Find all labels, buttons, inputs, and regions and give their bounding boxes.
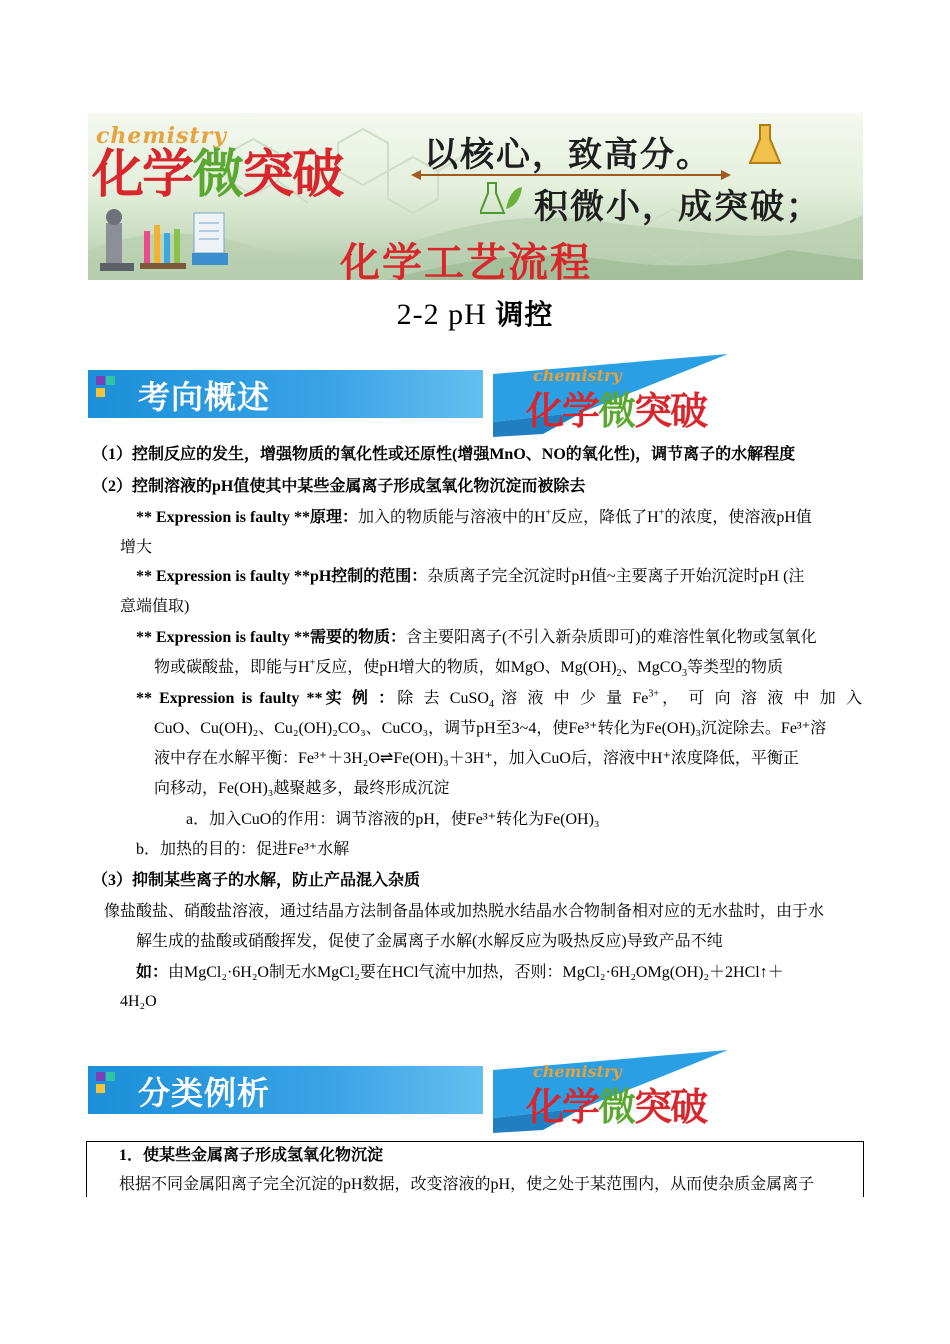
document-title xyxy=(0,293,950,333)
section-header-examples xyxy=(88,1048,733,1133)
need-text-b3: 、MgCO xyxy=(621,659,683,676)
need-line xyxy=(136,627,817,649)
square-deco-icon xyxy=(96,376,105,385)
brand-cn-part3: 突破 xyxy=(242,145,343,205)
title-number: 2-2 pH xyxy=(396,298,487,331)
brand-cn-mini-part2: 微 xyxy=(598,1085,635,1129)
slogan-line-2: 积微小，成突破； xyxy=(534,187,822,227)
sub-point-a: a．加入CuO的作用：调节溶液的pH，使Fe³⁺转化为Fe(OH)₃ xyxy=(186,811,600,828)
principle-line-2: 增大 xyxy=(120,539,153,556)
title-text: 调控 xyxy=(495,298,554,331)
example-box xyxy=(86,1141,864,1197)
brand-cn-mini-part2: 微 xyxy=(598,389,635,433)
lab-equipment-icon xyxy=(96,203,236,275)
paragraph-3-example-2: 4H₂O xyxy=(120,993,157,1010)
brand-cn-mini-part1: 化学 xyxy=(526,1085,599,1129)
paragraph-3-line-2: 解生成的盐酸或硝酸挥发，促使了金属离子水解(水解反应为吸热反应)导致产品不纯 xyxy=(136,933,723,950)
brand-chinese-mini xyxy=(526,380,706,435)
header-banner xyxy=(88,113,863,280)
principle-text-a: 加入的物质能与溶液中的H xyxy=(357,509,546,526)
example-line-2: CuO、Cu(OH)₂、Cu₂(OH)₂CO₃、CuCO₃，调节pH至3~4，使Fe³⁺转化为Fe(OH)₃沉淀除去。Fe³⁺溶 xyxy=(154,720,827,737)
flask-leaf-icon xyxy=(480,179,524,219)
need-label: 需要的物质： xyxy=(309,629,406,646)
brand-english: chemistry xyxy=(96,123,227,149)
example-label-2: 如： xyxy=(136,964,169,981)
example-line-4: 向移动，Fe(OH)₃越聚越多，最终形成沉淀 xyxy=(154,780,450,797)
section-title: 考向概述 xyxy=(138,378,271,416)
example-text-a1: 除 去 CuSO xyxy=(397,690,489,707)
example-text-a3: ， 可 向 溶 液 中 加 入 xyxy=(659,690,862,707)
brand-english-mini: chemistry xyxy=(533,366,622,385)
error-marker: ** Expression is faulty ** xyxy=(136,568,310,585)
example-2-text: 由MgCl₂·6H₂O制无水MgCl₂要在HCl气流中加热，否则：MgCl₂·6H₂OMg(OH)₂＋2HCl↑＋ xyxy=(168,964,784,981)
example-text-a2: 溶 液 中 少 量 Fe xyxy=(493,690,649,707)
square-deco-icon xyxy=(96,388,105,397)
range-line xyxy=(136,566,804,588)
flask-icon xyxy=(748,123,782,167)
topic-title: 化学工艺流程 xyxy=(340,240,592,280)
principle-text-c: 的浓度，使溶液pH值 xyxy=(664,509,812,526)
brand-cn-part1: 化学 xyxy=(92,145,193,205)
brand-cn-mini-part3: 突破 xyxy=(634,1085,707,1129)
section-title: 分类例析 xyxy=(138,1074,271,1112)
range-label: pH控制的范围： xyxy=(309,568,428,585)
square-deco-icon xyxy=(106,1072,115,1081)
box-heading: 1．使某些金属离子形成氢氧化物沉淀 xyxy=(119,1147,384,1164)
brand-cn-mini-part1: 化学 xyxy=(526,389,599,433)
section-header-overview xyxy=(88,352,733,437)
need-line-2: 物或碳酸盐，即能与H+反应，使pH增大的物质，如MgO、$Mg(OH)_2$、MgCO$_3$等类型的物质 xyxy=(154,657,784,680)
range-text-a: 杂质离子完全沉淀时pH值~主要离子开始沉淀时pH (注 xyxy=(427,568,805,585)
brand-cn-part2: 微 xyxy=(192,145,243,205)
error-marker: ** Expression is faulty ** xyxy=(136,629,310,646)
square-deco-icon xyxy=(96,1084,105,1093)
principle-line: ** Expression is faulty **原理：加入的物质能与溶液中的H+反应，降低了H+的浓度，使溶液pH值 xyxy=(136,507,812,526)
box-text: 根据不同金属阳离子完全沉淀的pH数据，改变溶液的pH，使之处于某范围内，从而使杂质金属离子 xyxy=(119,1176,815,1193)
sub-point-b: b．加热的目的：促进Fe³⁺水解 xyxy=(136,841,350,858)
example-line-3: 液中存在水解平衡：Fe³⁺＋3H₂O⇌Fe(OH)₃＋3H⁺，加入CuO后，溶液中H⁺浓度降低，平衡正 xyxy=(154,750,799,767)
square-deco-icon xyxy=(96,1072,105,1081)
principle-label: 原理： xyxy=(309,509,358,526)
square-deco-icon xyxy=(106,376,115,385)
need-text-b1: 物或碳酸盐，即能与H xyxy=(154,659,310,676)
brand-chinese xyxy=(92,145,342,205)
need-text-a: 含主要阳离子(不引入新杂质即可)的难溶性氧化物或氢氧化 xyxy=(405,629,817,646)
slogan-line-1: 以核心，致高分。 xyxy=(424,135,712,175)
paragraph-3-example xyxy=(136,962,784,984)
error-marker: ** Expression is faulty ** xyxy=(136,509,310,526)
paragraph-2: （2）控制溶液的pH值使其中某些金属离子形成氢氧化物沉淀而被除去 xyxy=(92,478,586,495)
principle-text-b: 反应，降低了H xyxy=(551,509,659,526)
paragraph-3-line-1: 像盐酸盐、硝酸盐溶液，通过结晶方法制备晶体或加热脱水结晶水合物制备相对应的无水盐时，由于水 xyxy=(104,903,825,920)
brand-english-mini: chemistry xyxy=(533,1062,622,1081)
brand-cn-mini-part3: 突破 xyxy=(634,389,707,433)
need-text-b2: 反应，使pH增大的物质，如MgO、Mg(OH) xyxy=(315,659,617,676)
error-marker: ** Expression is faulty ** xyxy=(136,690,323,707)
range-line-2: 意端值取) xyxy=(120,598,190,615)
example-line: ** Expression is faulty **实 例 ：除 去 CuSO$_4$ 溶 液 中 少 量 $Fe^{3+}$， 可 向 溶 液 中 加 入 xyxy=(136,688,862,711)
need-text-b4: 等类型的物质 xyxy=(687,659,784,676)
paragraph-3: （3）抑制某些离子的水解，防止产品混入杂质 xyxy=(92,872,421,889)
brand-chinese-mini xyxy=(526,1076,706,1131)
paragraph-1: （1）控制反应的发生，增强物质的氧化性或还原性(增强MnO、NO的氧化性)，调节离子的水解程度 xyxy=(92,446,796,463)
example-label: 实 例 ： xyxy=(322,690,398,707)
